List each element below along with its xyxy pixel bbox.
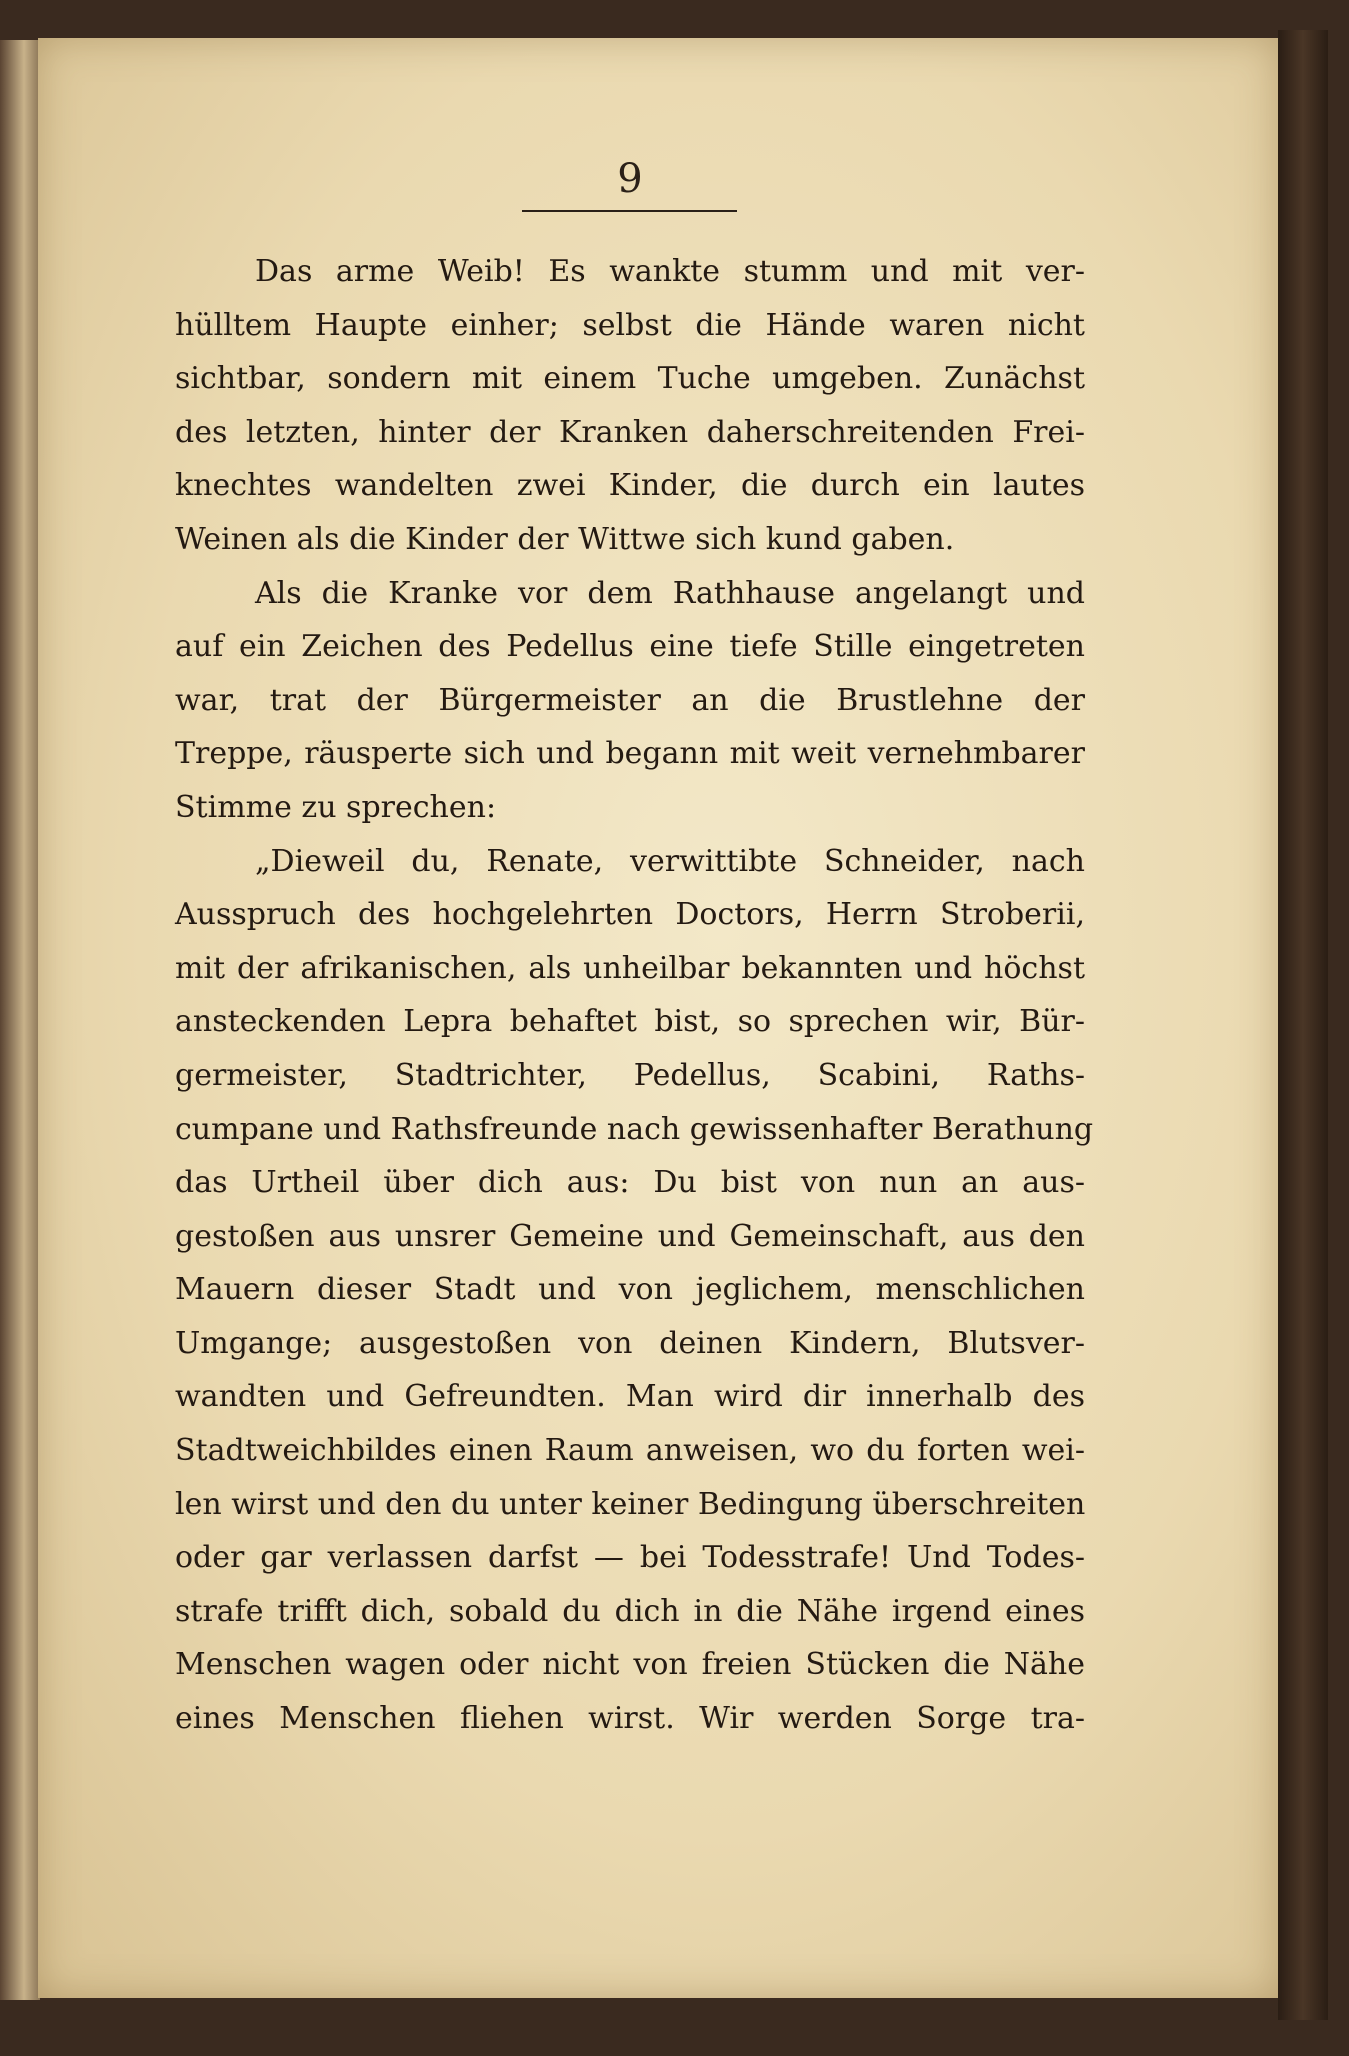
book-binding [1278,30,1328,2020]
text-line: auf ein Zeichen des Pedellus eine tiefe Stille eingetreten [175,629,1085,665]
text-line: ansteckenden Lepra behaftet bist, so sprechen wir, Bür- [175,1004,1085,1040]
text-line: Stadtweichbildes einen Raum anweisen, wo du forten wei- [175,1433,1085,1469]
text-line: knechtes wandelten zwei Kinder, die durch ein lautes [175,468,1085,504]
body-text [175,245,1094,1746]
text-line: Treppe, räusperte sich und begann mit weit vernehmbarer [175,736,1085,772]
text-line: eines Menschen fliehen wirst. Wir werden Sorge tra- [175,1701,1085,1737]
text-line: Weinen als die Kinder der Wittwe sich kund gaben. [175,521,955,557]
text-line: sichtbar, sondern mit einem Tuche umgeben. Zunächst [175,361,1085,397]
text-line: Als die Kranke vor dem Rathhause angelangt und [255,575,1085,611]
text-line: wandten und Gefreundten. Man wird dir innerhalb des [175,1379,1085,1415]
paragraph-2 [175,567,1085,835]
text-line: germeister, Stadtrichter, Pedellus, Scabini, Raths- [175,1057,1085,1093]
text-line: Menschen wagen oder nicht von freien Stücken die Nähe [175,1647,1085,1683]
text-line: strafe trifft dich, sobald du dich in die Nähe irgend eines [175,1593,1085,1629]
text-line: mit der afrikanischen, als unheilbar bekannten und höchst [175,950,1085,986]
text-line: len wirst und den du unter keiner Bedingung überschreiten [175,1486,1086,1522]
paragraph-3 [175,835,1094,1746]
text-line: „Dieweil du, Renate, verwittibte Schneider, nach [255,843,1085,879]
text-line: cumpane und Rathsfreunde nach gewissenhafter Berathung [175,1111,1094,1147]
text-line: gestoßen aus unsrer Gemeine und Gemeinschaft, aus den [175,1218,1085,1254]
text-line: Stimme zu sprechen: [175,789,497,825]
text-line: Umgange; ausgestoßen von deinen Kindern, Blutsver- [175,1325,1085,1361]
page-number: 9 [617,156,643,202]
text-line: hülltem Haupte einher; selbst die Hände waren nicht [175,307,1085,343]
text-line: Mauern dieser Stadt und von jeglichem, menschlichen [175,1272,1085,1308]
text-line: war, trat der Bürgermeister an die Brustlehne der [175,682,1085,718]
page-number-rule [522,210,737,212]
left-page-edge [0,40,40,2000]
text-line: oder gar verlassen darfst — bei Todesstrafe! Und Todes- [175,1540,1085,1576]
text-line: Ausspruch des hochgelehrten Doctors, Herrn Stroberii, [175,897,1085,933]
text-line: des letzten, hinter der Kranken daherschreitenden Frei- [175,414,1085,450]
text-line: das Urtheil über dich aus: Du bist von nun an aus- [175,1165,1085,1201]
text-line: Das arme Weib! Es wankte stumm und mit ver- [255,254,1085,289]
paragraph-1 [175,245,1085,567]
